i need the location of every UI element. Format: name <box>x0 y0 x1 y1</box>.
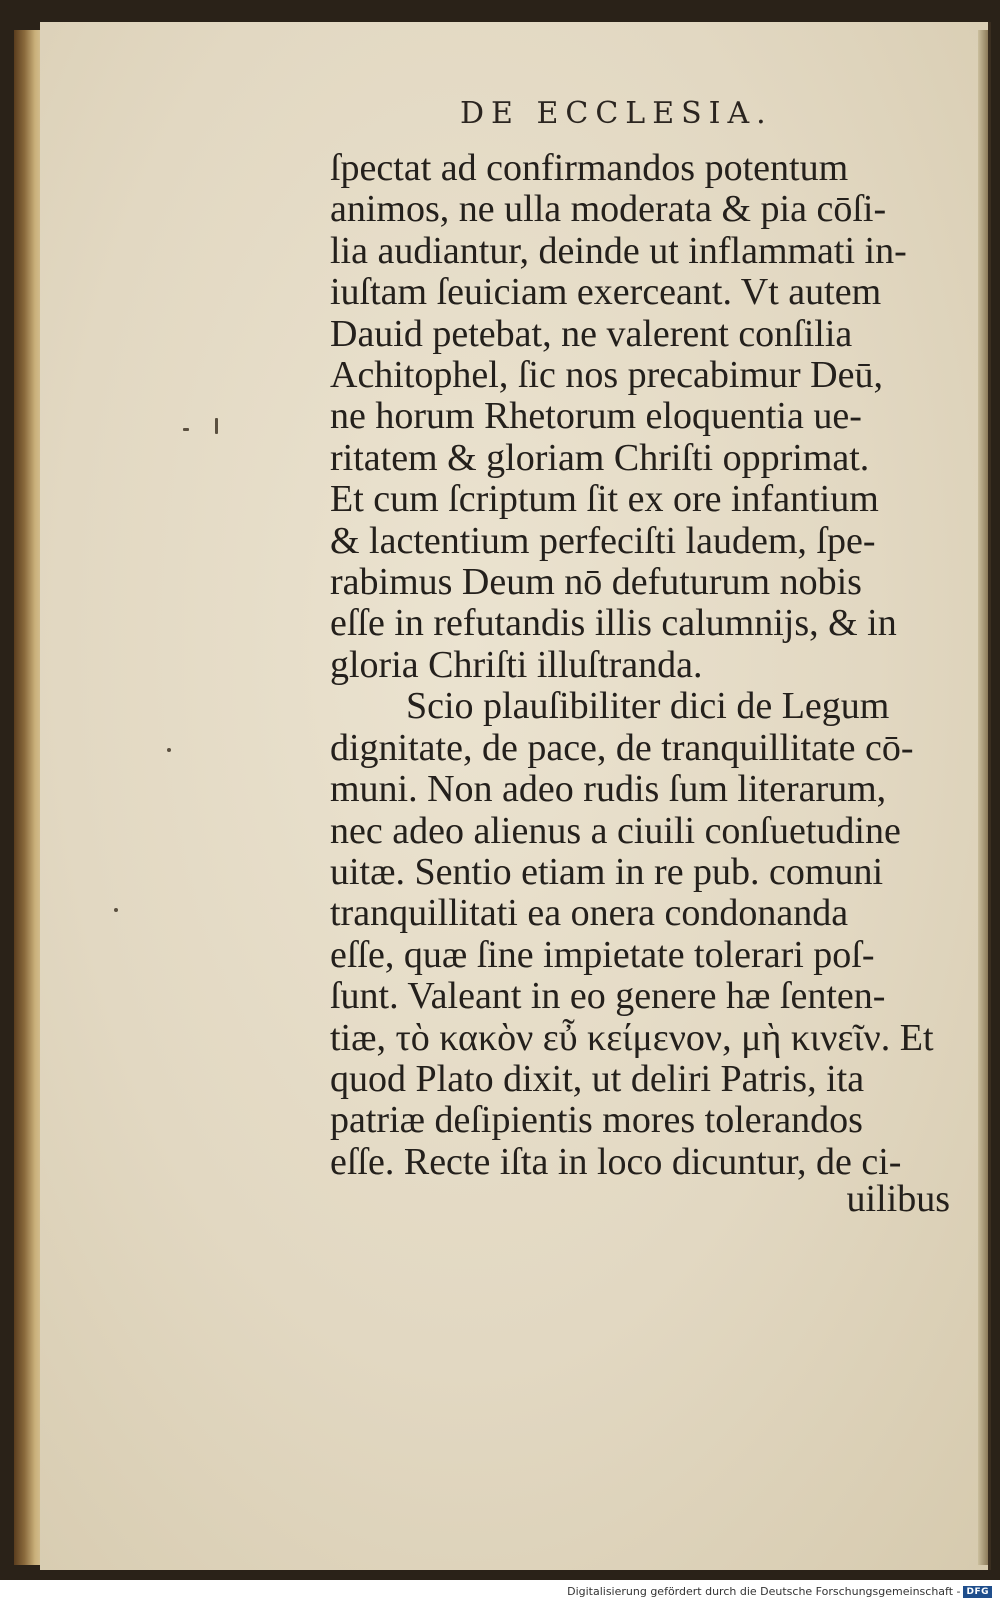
text-line: dignitate, de pace, de tranquillitate cō- <box>330 727 914 769</box>
text-line: eſſe, quæ ſine impietate tolerari poſ- <box>330 934 875 976</box>
text-line: patriæ deſipientis mores tolerandos <box>330 1100 863 1142</box>
text-line: animos, ne ulla moderata & pia cōſi- <box>330 189 887 231</box>
text-line: ne horum Rhetorum eloquentia ue- <box>330 396 862 438</box>
page-speck <box>114 908 118 912</box>
catchword: uilibus <box>846 1179 950 1221</box>
page-edge <box>978 30 988 1565</box>
text-line: ſunt. Valeant in eo genere hæ ſenten- <box>330 976 886 1018</box>
text-line: eſſe in refutandis illis calumnijs, & in <box>330 603 897 645</box>
text-line: tranquillitati ea onera condonanda <box>330 893 849 935</box>
text-line: gloria Chriſti illuſtranda. <box>330 644 703 686</box>
text-line: iuſtam ſeuiciam exerceant. Vt autem <box>330 272 882 314</box>
text-line: eſſe. Recte iſta in loco dicuntur, de ci- <box>330 1141 902 1183</box>
digitization-credit <box>567 1585 992 1598</box>
page-speck <box>215 418 218 434</box>
text-line: nec adeo alienus a ciuili conſuetudine <box>330 810 901 852</box>
text-line: ſpectat ad confirmandos potentum <box>330 148 849 189</box>
text-line: Et cum ſcriptum ſit ex ore infantium <box>330 479 879 521</box>
dfg-logo-icon: DFG <box>963 1586 992 1598</box>
text-line: & lactentium perfeciſti laudem, ſpe- <box>330 520 876 562</box>
text-line: tiæ, τὸ κακὸν εὖ κείμενον, μὴ κινεῖν. Et <box>330 1017 934 1059</box>
text-line: Dauid petebat, ne valerent conſilia <box>330 313 853 355</box>
text-line: lia audiantur, deinde ut inflammati in- <box>330 230 907 272</box>
text-line: ritatem & gloriam Chriſti opprimat. <box>330 437 870 479</box>
page-speck <box>183 428 189 431</box>
credit-text: Digitalisierung gefördert durch die Deutsche Forschungsgemeinschaft - <box>567 1585 961 1598</box>
text-line: uitæ. Sentio etiam in re pub. comuni <box>330 851 884 893</box>
text-line: muni. Non adeo rudis ſum literarum, <box>330 769 887 811</box>
text-line: quod Plato dixit, ut deliri Patris, ita <box>330 1058 865 1100</box>
body-text <box>330 148 960 1221</box>
page-speck <box>167 748 171 752</box>
paragraph-start-line: Scio plauſibiliter dici de Legum <box>406 686 890 728</box>
text-line: rabimus Deum nō defuturum nobis <box>330 562 862 604</box>
running-head: DE ECCLESIA. <box>460 96 773 131</box>
text-line: Achitophel, ſic nos precabimur Deū, <box>330 355 883 397</box>
